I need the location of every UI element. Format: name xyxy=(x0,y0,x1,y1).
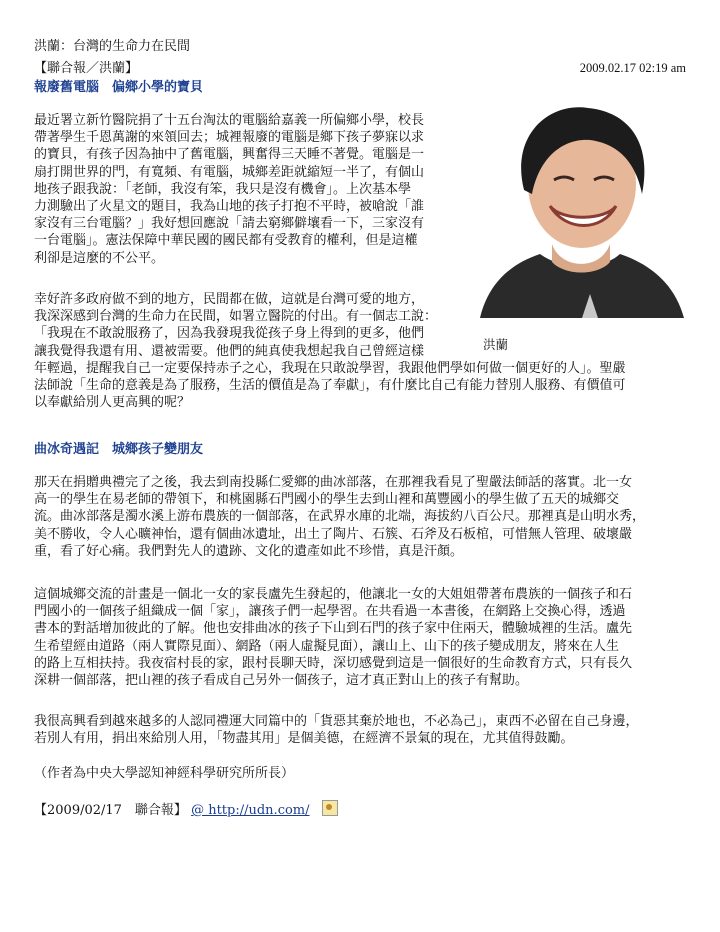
text-line: 生希望經由道路（兩人實際見面）、網路（兩人虛擬見面），讓山上、山下的孩子變成朋友，將來在人生 xyxy=(34,638,620,654)
text-line: 高一的學生在易老師的帶領下，和桃園縣石門國小的學生去到山裡和萬豐國小的學生做了五天的城鄉交 xyxy=(34,492,620,508)
smiley-icon[interactable] xyxy=(322,800,338,816)
author-portrait-photo xyxy=(470,94,690,318)
text-line: 法師說「生命的意義是為了服務，生活的價值是為了奉獻」，有什麼比自己有能力替別人服務、有價值可 xyxy=(34,378,626,394)
udn-link[interactable]: @ http://udn.com/ xyxy=(191,803,310,818)
footer-date-source: 【2009/02/17 聯合報】 xyxy=(34,803,187,818)
text-line: 門國小的一個孩子組織成一個「家」，讓孩子們一起學習。在共看過一本書後，在網路上交換心得，透過 xyxy=(34,604,626,620)
text-line: 的寶貝，有孩子因為抽中了舊電腦，興奮得三天睡不著覺。電腦是一 xyxy=(34,147,425,163)
text-line: 年輕過，提醒我自己一定要保持赤子之心，我現在只敢說學習，我跟他們學如何做一個更好的人」。聖嚴 xyxy=(34,360,626,376)
text-line: 重，看了好心痛。我們對先人的遺跡、文化的遺產如此不珍惜，真是汗顏。 xyxy=(34,543,464,559)
photo-caption: 洪蘭 xyxy=(483,337,509,352)
section2-heading: 曲冰奇遇記 城鄉孩子變朋友 xyxy=(34,442,204,457)
text-line: 深耕一個部落，把山裡的孩子看成自己另外一個孩子，這才真正對山上的孩子有幫助。 xyxy=(34,673,529,689)
text-line: 讓我覺得我還有用、還被需要。他們的純真使我想起我自己曾經這樣 xyxy=(34,343,425,359)
text-line: 流。曲冰部落是濁水溪上游布農族的一個部落，在武界水庫的北端，海拔約八百公尺。那裡真是山明水秀， xyxy=(34,509,646,525)
text-line: 我深深感到台灣的生命力在民間，如署立醫院的付出。有一個志工說： xyxy=(34,309,438,325)
text-line: 書本的對話增加彼此的了解。他也安排曲冰的孩子下山到石門的孩子家中住兩天，體驗城裡的生活。盧先 xyxy=(34,621,633,637)
article-footer xyxy=(34,800,338,819)
text-line: 幸好許多政府做不到的地方，民間都在做，這就是台灣可愛的地方， xyxy=(34,292,425,307)
section1-paragraph-1 xyxy=(34,112,464,267)
text-line: 「我現在不敢說服務了，因為我發現我從孩子身上得到的更多，他們 xyxy=(34,326,425,342)
text-line: 家沒有三台電腦？」我好想回應說「請去窮鄉僻壤看一下，三家沒有 xyxy=(34,216,425,232)
section2-paragraph-1 xyxy=(34,474,694,560)
text-line: 利卻是這麼的不公平。 xyxy=(34,250,165,266)
text-line: 美不勝收，令人心曠神怡，還有個曲冰遺址，出土了陶片、石簇、石斧及石板棺，可惜無人管理、破壞嚴 xyxy=(34,526,633,542)
text-line: 帶著學生千恩萬謝的來領回去；城裡報廢的電腦是鄉下孩子夢寐以求 xyxy=(34,130,425,146)
text-line: 若別人有用，捐出來給別人用，「物盡其用」是個美德，在經濟不景氣的現在，尤其值得鼓勵。 xyxy=(34,731,574,747)
text-line: 那天在捐贈典禮完了之後，我去到南投縣仁愛鄉的曲冰部落，在那裡我看見了聖嚴法師話的落實。北一女 xyxy=(34,475,633,490)
article-title: 洪蘭：台灣的生命力在民間 xyxy=(34,39,191,54)
article-timestamp: 2009.02.17 02:19 am xyxy=(579,61,686,75)
section1-heading: 報廢舊電腦 偏鄉小學的寶貝 xyxy=(34,80,204,95)
text-line: 力測驗出了火星文的題目，我為山地的孩子打抱不平時，被嗆說「誰 xyxy=(34,199,425,215)
section2-paragraph-3 xyxy=(34,713,694,747)
text-line: 以奉獻給別人更高興的呢？ xyxy=(34,395,191,411)
text-line: 我很高興看到越來越多的人認同禮運大同篇中的「貨惡其棄於地也，不必為己」，東西不必留在自己身邊， xyxy=(34,714,639,729)
text-line: 地孩子跟我說：「老師，我沒有笨，我只是沒有機會」。上次基本學 xyxy=(34,181,412,197)
author-note: （作者為中央大學認知神經科學研究所所長） xyxy=(34,766,295,781)
text-line: 一台電腦」。憲法保障中華民國的國民都有受教育的權利，但是這權 xyxy=(34,233,418,249)
text-line: 這個城鄉交流的計畫是一個北一女的家長盧先生發起的，他讓北一女的大姐姐帶著布農族的一個孩子和石 xyxy=(34,587,633,602)
text-line: 的路上互相扶持。我夜宿村長的家，跟村長聊天時，深切感覺到這是一個很好的生命教育方式，只有長久 xyxy=(34,655,633,671)
article-source: 【聯合報／洪蘭】 xyxy=(34,61,139,76)
text-line: 扇打開世界的門，有寬頻、有電腦，城鄉差距就縮短一半了，有個山 xyxy=(34,164,425,180)
section2-paragraph-2 xyxy=(34,586,694,689)
text-line: 最近署立新竹醫院捐了十五台淘汰的電腦給嘉義一所偏鄉小學，校長 xyxy=(34,113,425,128)
